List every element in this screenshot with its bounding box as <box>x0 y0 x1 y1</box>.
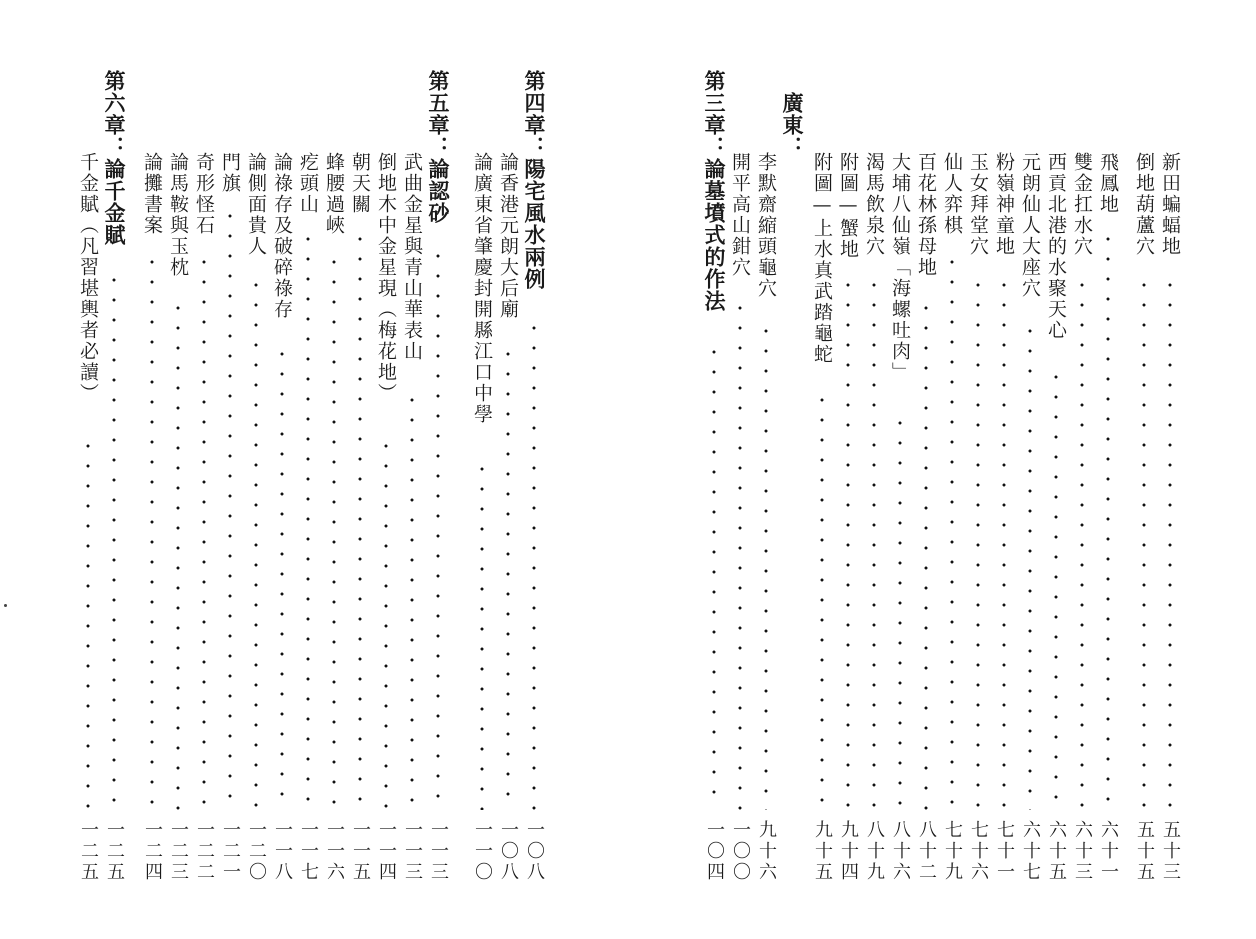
entry-title: 門旗 <box>219 152 241 194</box>
leader-dots <box>530 318 538 810</box>
entry-title: 新田蝙蝠地 <box>1159 152 1181 257</box>
leader-dots <box>200 252 208 810</box>
page-number: 八十九 <box>864 820 885 883</box>
page-number: 一〇四 <box>704 820 725 883</box>
page-number: 七十六 <box>968 820 989 883</box>
entry-title: 疙頭山 <box>297 152 319 215</box>
leader-dots <box>948 252 956 810</box>
leader-dots <box>762 321 770 810</box>
chapter-heading: 第六章：論千金賦 <box>102 70 127 246</box>
entry-title: 附圖—蟹地 <box>837 152 859 260</box>
entry-title: 粉嶺神童地 <box>993 152 1015 257</box>
entry-title: 渴馬飲泉穴 <box>863 152 885 257</box>
leader-dots <box>870 275 878 810</box>
entry-title: 元朗仙人大座穴 <box>1019 152 1041 299</box>
leader-dots <box>736 298 744 810</box>
entry-title: 飛鳳地 <box>1097 152 1119 215</box>
leader-dots <box>382 436 390 810</box>
leader-dots <box>504 344 512 810</box>
page-number: 五十五 <box>1134 820 1155 883</box>
entry-title: 西貢北港的水聚天心 <box>1045 152 1067 341</box>
entry-title: 仙人弈棋 <box>941 152 963 236</box>
page-number: 一二四 <box>142 820 163 883</box>
page-number: 六十五 <box>1046 820 1067 883</box>
leader-dots <box>408 390 416 810</box>
page-number: 一一三 <box>428 820 449 883</box>
leader-dots <box>1166 275 1174 810</box>
leader-dots <box>278 344 286 810</box>
page-number: 一二三 <box>168 820 189 883</box>
entry-title: 李默齋縮頭龜穴 <box>755 152 777 299</box>
page-number: 一〇八 <box>524 820 545 883</box>
leader-dots <box>1000 275 1008 810</box>
entry-title: 武曲金星與青山華表山 <box>401 152 423 362</box>
page-number: 一二五 <box>78 820 99 883</box>
page-number: 一一八 <box>272 820 293 883</box>
page-number: 一二一 <box>220 820 241 883</box>
page-number: 一〇〇 <box>730 820 751 883</box>
entry-title: 玉女拜堂穴 <box>967 152 989 257</box>
leader-dots <box>896 413 904 810</box>
leader-dots <box>148 252 156 810</box>
page-number: 六十一 <box>1098 820 1119 883</box>
leader-dots <box>252 275 260 810</box>
leader-dots <box>710 342 718 810</box>
entry-title: 雙金扛水穴 <box>1071 152 1093 257</box>
page-number: 八十六 <box>890 820 911 883</box>
leader-dots <box>1140 275 1148 810</box>
chapter-heading: 第四章：陽宅風水兩例 <box>522 70 547 290</box>
entry-title: 大埔八仙嶺「海螺吐肉」 <box>889 152 911 383</box>
page-number: 一一五 <box>350 820 371 883</box>
leader-dots <box>1104 229 1112 810</box>
chapter-heading: 廣東： <box>780 92 805 158</box>
entry-title: 論攤書案 <box>141 152 163 236</box>
page-number: 一二二 <box>194 820 215 883</box>
entry-title: 倒地葫蘆穴 <box>1133 152 1155 257</box>
page-number: 七十九 <box>942 820 963 883</box>
page-number: 一二〇 <box>246 820 267 883</box>
entry-title: 朝天關 <box>349 152 371 215</box>
entry-title: 附圖—上水真武踏龜蛇 <box>811 152 833 365</box>
page-number: 八十二 <box>916 820 937 883</box>
entry-title: 奇形怪石 <box>193 152 215 236</box>
entry-title: 論祿存及破碎祿存 <box>271 152 293 320</box>
leader-dots <box>434 246 442 810</box>
page-number: 一一七 <box>298 820 319 883</box>
leader-dots <box>84 436 92 810</box>
page-number: 七十一 <box>994 820 1015 883</box>
entry-title: 論馬鞍與玉枕 <box>167 152 189 278</box>
page-number: 六十七 <box>1020 820 1041 883</box>
entry-title: 千金賦（凡習堪輿者必讀） <box>77 152 99 404</box>
page-number: 九十四 <box>838 820 859 883</box>
leader-dots <box>356 229 364 810</box>
leader-dots <box>922 298 930 810</box>
entry-title: 論廣東省肇慶封開縣江口中學 <box>471 152 493 425</box>
leader-dots <box>226 206 234 810</box>
leader-dots <box>1078 275 1086 810</box>
leader-dots <box>304 229 312 810</box>
chapter-heading: 第五章：論認砂 <box>426 70 451 224</box>
page-number: 一一〇 <box>472 820 493 883</box>
page-number: 五十三 <box>1160 820 1181 883</box>
leader-dots <box>1026 321 1034 810</box>
page-number: 六十三 <box>1072 820 1093 883</box>
leader-dots <box>174 298 182 810</box>
entry-title: 倒地木中金星現（梅花地） <box>375 152 397 404</box>
entry-title: 論側面貴人 <box>245 152 267 257</box>
entry-title: 開平高山鉗穴 <box>729 152 751 278</box>
leader-dots <box>1052 367 1060 810</box>
entry-title: 論香港元朗大后廟 <box>497 152 519 320</box>
page-number: 一一六 <box>324 820 345 883</box>
leader-dots <box>818 390 826 810</box>
leader-dots <box>478 459 486 810</box>
entry-title: 百花林孫母地 <box>915 152 937 278</box>
right-page <box>628 0 1256 939</box>
leader-dots <box>844 275 852 810</box>
leader-dots <box>330 252 338 810</box>
page-number: 一一四 <box>376 820 397 883</box>
page-number: 一二五 <box>104 820 125 883</box>
page-number: 九十六 <box>756 820 777 883</box>
scan-speck <box>4 604 7 607</box>
chapter-heading: 第三章：論墓墳式的作法 <box>702 70 727 312</box>
entry-title: 蜂腰過峽 <box>323 152 345 236</box>
page-number: 一〇八 <box>498 820 519 883</box>
leader-dots <box>110 270 118 810</box>
leader-dots <box>974 275 982 810</box>
page-number: 九十五 <box>812 820 833 883</box>
page-number: 一一三 <box>402 820 423 883</box>
